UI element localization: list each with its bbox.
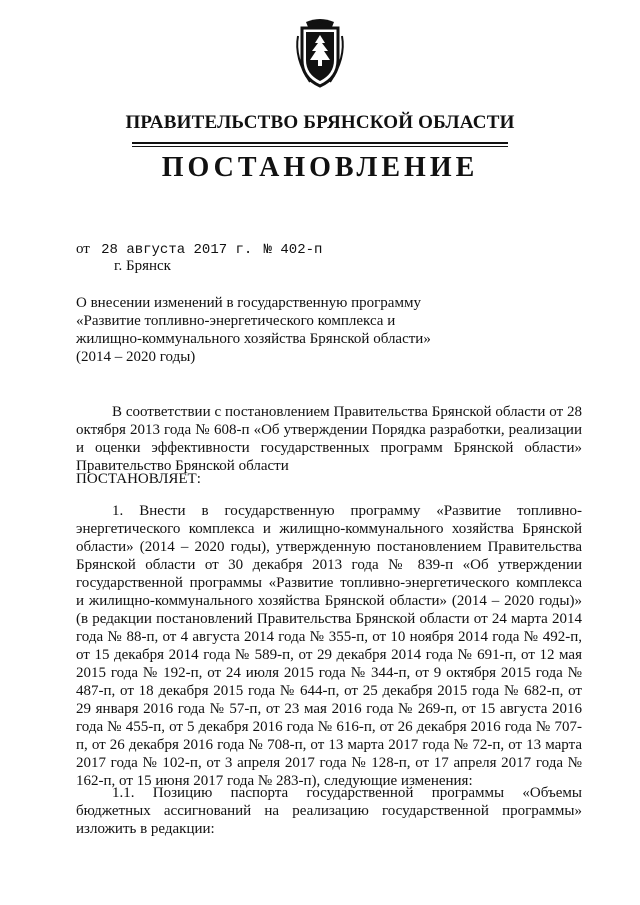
date-line: [76, 241, 322, 258]
item-1-1-paragraph: 1.1. Позицию паспорта государственной программы «Объемы бюджетных ассигнований на реализацию государственной программы» изложить в редакции:: [76, 785, 582, 837]
document-type-title: ПОСТАНОВЛЕНИЕ: [161, 152, 479, 183]
header-divider-thin: [132, 146, 508, 147]
document-date: 28 августа 2017 г.: [101, 242, 253, 258]
coat-of-arms-icon: [292, 18, 348, 88]
decree-word: ПОСТАНОВЛЯЕТ:: [76, 471, 201, 487]
city: г. Брянск: [114, 258, 171, 274]
date-prefix: от: [76, 241, 90, 257]
item-1-paragraph: 1. Внести в государственную программу «Развитие топливно-энергетического комплекса и жилищно-коммунального хозяйства Брянской области» (2014 – 2020 годы), утвержденную постановлением Правительства Брянской области от 30 декабря 2013 года № 839-п «Об утверждении государственной программы «Развитие топливно-энергетического комплекса и жилищно-коммунального хозяйства Брянской области» (2014 – 2020 годы)» (в редакции постановлений Правительства Брянской области от 24 марта 2014 года № 88-п, от 4 августа 2014 года № 355-п, от 10 ноября 2014 года № 492-п, от 15 декабря 2014 года № 589-п, от 29 декабря 2014 года № 691-п, от 12 мая 2015 года № 192-п, от 24 июля 2015 года № 344-п, от 9 октября 2015 года № 487-п, от 18 декабря 2015 года № 644-п, от 25 декабря 2015 года № 682-п, от 29 января 2016 года № 57-п, от 23 мая 2016 года № 269-п, от 15 августа 2016 года № 455-п, от 5 декабря 2016 года № 616-п, от 26 декабря 2016 года № 707-п, от 26 декабря 2016 года № 708-п, от 13 марта 2017 года № 72-п, от 13 марта 2017 года № 102-п, от 3 апреля 2017 года № 128-п, от 17 апреля 2017 года № 162-п, от 15 июня 2017 года № 283-п), следующие изменения:: [76, 503, 582, 789]
intro-paragraph: В соответствии с постановлением Правительства Брянской области от 28 октября 2013 года № 608-п «Об утверждении Порядка разработки, реализации и оценки эффективности государственных программ Брянской области» Правительство Брянской области: [76, 404, 582, 474]
document-number: № 402-п: [263, 242, 323, 258]
document-subject: О внесении изменений в государственную программу «Развитие топливно-энергетического комплекса и жилищно-коммунального хозяйства Брянской области» (2014 – 2020 годы): [76, 295, 431, 365]
header-divider: [132, 142, 508, 144]
organization-name: ПРАВИТЕЛЬСТВО БРЯНСКОЙ ОБЛАСТИ: [125, 112, 515, 133]
